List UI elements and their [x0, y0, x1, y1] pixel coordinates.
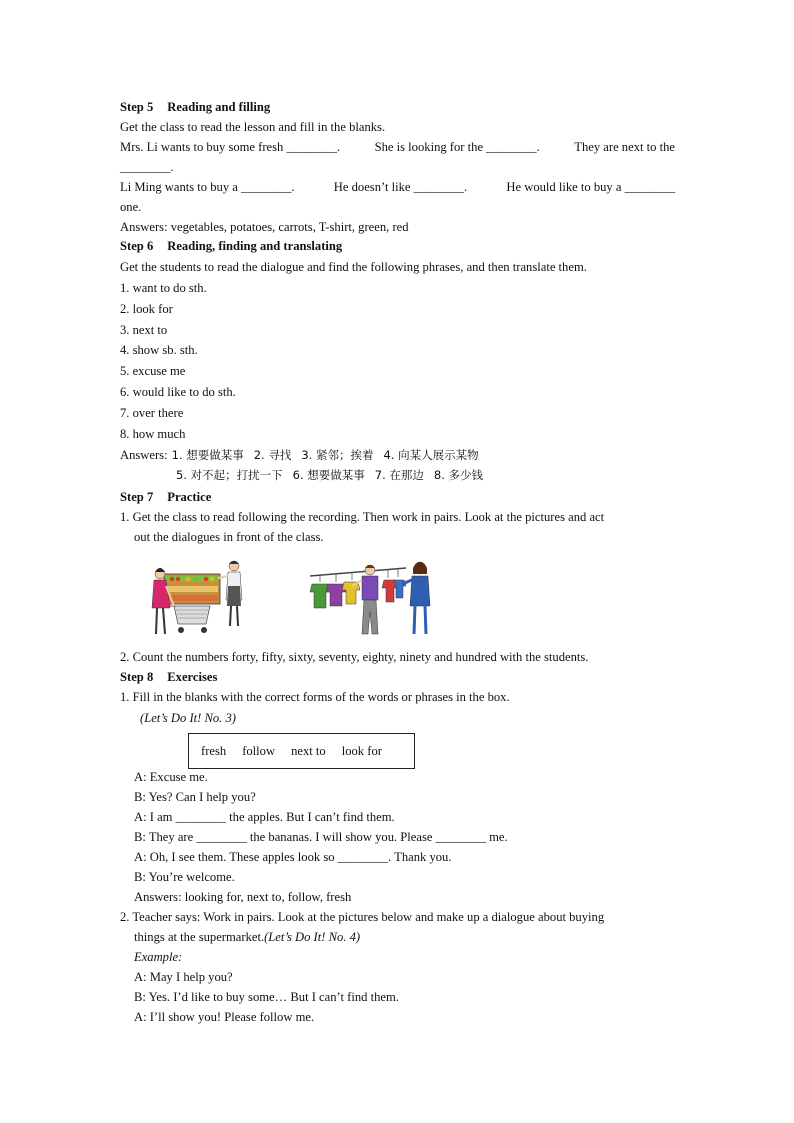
phrase-item: 5. excuse me: [120, 364, 186, 378]
step5-intro: Get the class to read the lesson and fill in the blanks.: [120, 120, 386, 134]
phrase-item: 8. how much: [120, 427, 186, 441]
dialogue-line: B: Yes? Can I help you?: [134, 790, 256, 804]
step-title: Reading and filling: [167, 100, 271, 114]
step-title: Exercises: [167, 670, 218, 684]
step5-fill-line-4: one.: [120, 200, 142, 214]
step7-item2: 2. Count the numbers forty, fifty, sixty, seventy, eighty, ninety and hundred with the students.: [120, 650, 589, 664]
step-label: Step 7: [120, 490, 154, 504]
step-title: Practice: [167, 490, 212, 504]
example-line: A: May I help you?: [134, 970, 233, 984]
step6-answers-row-1: Answers: 1. 想要做某事 2. 寻找 3. 紧邻；挨着 4. 向某人展示某物: [120, 448, 479, 462]
step-label: Step 6: [120, 239, 154, 253]
step8-item1: 1. Fill in the blanks with the correct forms of the words or phrases in the box.: [120, 690, 510, 704]
step5-answers: Answers: vegetables, potatoes, carrots, T-shirt, green, red: [120, 220, 409, 234]
step5-heading: [120, 99, 270, 115]
step8-heading: [120, 669, 217, 685]
step7-heading: [120, 489, 211, 505]
step6-heading: [120, 238, 342, 254]
dialogue-line: B: They are ________ the bananas. I will show you. Please ________ me.: [134, 830, 508, 844]
phrase-item: 4. show sb. sth.: [120, 343, 198, 357]
step6-answers-row-2: 5. 对不起；打扰一下 6. 想要做某事 7. 在那边 8. 多少钱: [176, 468, 484, 482]
dialogue-line: B: You’re welcome.: [134, 870, 235, 884]
dialogue-line: A: Excuse me.: [134, 770, 208, 784]
word-box-item: look for: [341, 743, 382, 758]
step7-item1-line1: 1. Get the class to read following the recording. Then work in pairs. Look at the pictures and act: [120, 510, 605, 524]
step5-fill-line-3: Li Ming wants to buy a ________. He doesn’t like ________. He would like to buy a ________: [120, 180, 675, 194]
word-box-item: next to: [291, 743, 326, 758]
phrase-item: 7. over there: [120, 406, 184, 420]
step5-fill-line-1: Mrs. Li wants to buy some fresh ________. She is looking for the ________. They are next to the: [120, 140, 675, 154]
step8-item2-line1: 2. Teacher says: Work in pairs. Look at the pictures below and make up a dialogue about buying: [120, 910, 605, 924]
step8-item1-reference: (Let’s Do It! No. 3): [140, 711, 236, 725]
step8-item2-line2: things at the supermarket.(Let’s Do It! No. 4): [134, 930, 361, 944]
step-label: Step 5: [120, 100, 154, 114]
example-line: A: I’ll show you! Please follow me.: [134, 1010, 315, 1024]
step-label: Step 8: [120, 670, 154, 684]
phrase-item: 1. want to do sth.: [120, 281, 207, 295]
step6-intro: Get the students to read the dialogue and find the following phrases, and then translate them.: [120, 260, 587, 274]
step7-item1-line2: out the dialogues in front of the class.: [134, 530, 324, 544]
word-box: [188, 733, 415, 769]
step-title: Reading, finding and translating: [167, 239, 343, 253]
phrase-item: 6. would like to do sth.: [120, 385, 236, 399]
example-line: B: Yes. I’d like to buy some… But I can’t find them.: [134, 990, 399, 1004]
word-box-item: fresh: [201, 743, 227, 758]
phrase-item: 3. next to: [120, 323, 168, 337]
step8-item1-answers: Answers: looking for, next to, follow, fresh: [134, 890, 352, 904]
example-label: Example:: [134, 950, 183, 964]
supermarket-cart-illustration: [148, 556, 252, 640]
step8-item2-reference: (Let’s Do It! No. 4): [264, 930, 361, 944]
dialogue-line: A: Oh, I see them. These apples look so ________. Thank you.: [134, 850, 452, 864]
word-box-item: follow: [242, 743, 276, 758]
clothes-shop-illustration: [306, 556, 442, 642]
phrase-item: 2. look for: [120, 302, 173, 316]
step5-fill-line-2: ________.: [120, 160, 174, 174]
dialogue-line: A: I am ________ the apples. But I can’t find them.: [134, 810, 395, 824]
